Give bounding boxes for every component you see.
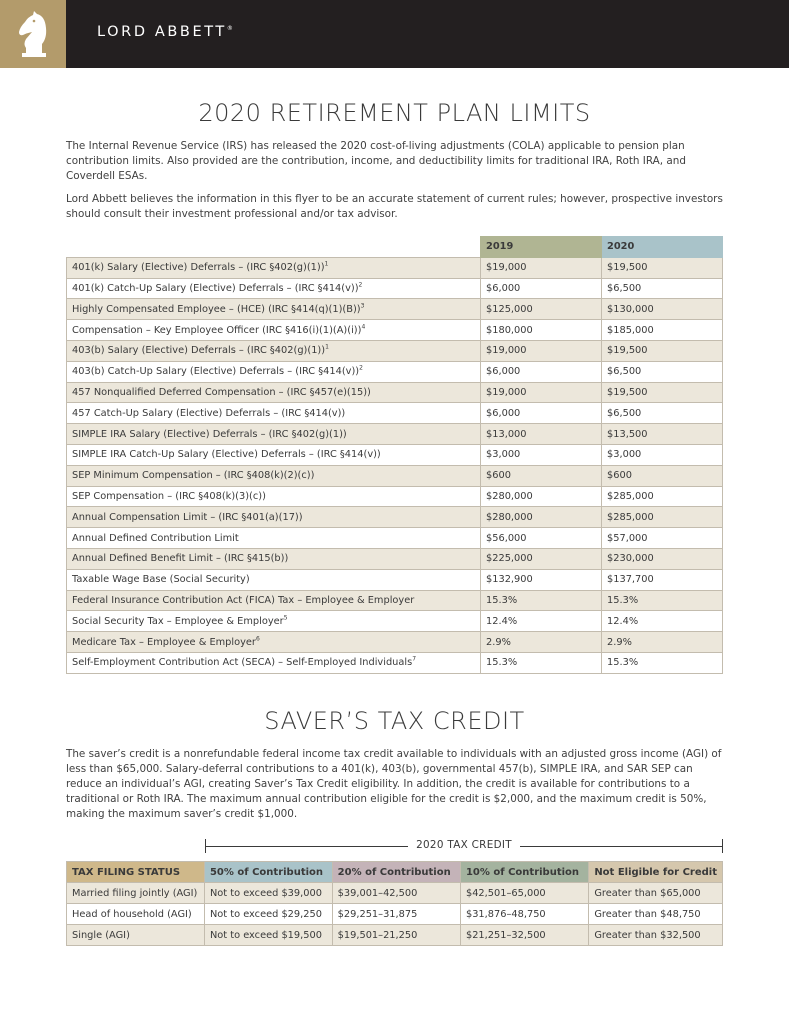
- value-2020: $137,700: [602, 569, 723, 590]
- value-2020: $13,500: [602, 424, 723, 445]
- table-row: [67, 382, 723, 403]
- table-row: [67, 444, 723, 465]
- value-2019: $6,000: [481, 278, 602, 299]
- header-20-percent: 20% of Contribution: [332, 862, 460, 883]
- logo: [0, 0, 66, 68]
- value-2020: $285,000: [602, 507, 723, 528]
- value-2019: $56,000: [481, 528, 602, 549]
- credit-50-cell: Not to exceed $19,500: [204, 925, 332, 946]
- footnote-marker: 5: [283, 614, 288, 622]
- credit-10-cell: $42,501–65,000: [460, 883, 588, 904]
- value-2020: $19,500: [602, 340, 723, 361]
- filing-status-cell: Married filing jointly (AGI): [67, 883, 205, 904]
- header-2019: 2019: [481, 237, 602, 258]
- tax-credit-label: 2020 TAX CREDIT: [408, 839, 520, 851]
- table-row: [67, 507, 723, 528]
- table-row: [67, 320, 723, 341]
- value-2020: 15.3%: [602, 652, 723, 673]
- credit-50-cell: Not to exceed $29,250: [204, 904, 332, 925]
- table-row: [67, 486, 723, 507]
- table-row: [67, 925, 723, 946]
- table-row: [67, 569, 723, 590]
- value-2019: $600: [481, 465, 602, 486]
- credit-20-cell: $19,501–21,250: [332, 925, 460, 946]
- value-2020: $6,500: [602, 361, 723, 382]
- value-2020: $57,000: [602, 528, 723, 549]
- value-2020: 15.3%: [602, 590, 723, 611]
- table-row: [67, 590, 723, 611]
- limit-label: 401(k) Catch-Up Salary (Elective) Deferrals – (IRC §414(v))$^2$: [67, 278, 481, 299]
- tax-credit-bracket: [205, 839, 723, 853]
- value-2019: $3,000: [481, 444, 602, 465]
- limit-label: Self-Employment Contribution Act (SECA) – Self-Employed Individuals$^7$: [67, 652, 481, 673]
- limit-label: Social Security Tax – Employee & Employer$^5$: [67, 611, 481, 632]
- value-2019: $13,000: [481, 424, 602, 445]
- value-2020: $285,000: [602, 486, 723, 507]
- value-2019: $180,000: [481, 320, 602, 341]
- table-row: [67, 883, 723, 904]
- header-2020: 2020: [602, 237, 723, 258]
- value-2019: $280,000: [481, 486, 602, 507]
- value-2019: $19,000: [481, 340, 602, 361]
- limit-label: SEP Minimum Compensation – (IRC §408(k)(2)(c)): [67, 465, 481, 486]
- disclaimer-paragraph: Lord Abbett believes the information in this flyer to be an accurate statement of current rules; however, prospective investors should consult their investment professional and/or tax advisor.: [66, 193, 723, 220]
- value-2019: 15.3%: [481, 652, 602, 673]
- value-2019: $125,000: [481, 299, 602, 320]
- value-2020: $600: [602, 465, 723, 486]
- value-2020: 12.4%: [602, 611, 723, 632]
- limit-label: 457 Catch-Up Salary (Elective) Deferrals – (IRC §414(v)): [67, 403, 481, 424]
- value-2020: $19,500: [602, 382, 723, 403]
- limit-label: SIMPLE IRA Catch-Up Salary (Elective) Deferrals – (IRC §414(v)): [67, 444, 481, 465]
- value-2019: $132,900: [481, 569, 602, 590]
- limit-label: 401(k) Salary (Elective) Deferrals – (IRC §402(g)(1))$^1$: [67, 257, 481, 278]
- table-row: [67, 403, 723, 424]
- table-row: [67, 299, 723, 320]
- credit-10-cell: $31,876–48,750: [460, 904, 588, 925]
- intro-paragraph: The Internal Revenue Service (IRS) has released the 2020 cost-of-living adjustments (COLA) applicable to pension plan contribution limits. Also provided are the contribution, income, and deductibility limits for traditional IRA, Roth IRA, and Coverdell ESAs.: [66, 140, 686, 182]
- limit-label: Compensation – Key Employee Officer (IRC §416(i)(1)(A)(i))$^4$: [67, 320, 481, 341]
- not-eligible-cell: Greater than $48,750: [589, 904, 723, 925]
- value-2020: $6,500: [602, 278, 723, 299]
- header-blank: [67, 237, 481, 258]
- footnote-marker: 1: [325, 344, 329, 352]
- value-2019: $19,000: [481, 257, 602, 278]
- footnote-marker: 1: [324, 260, 329, 268]
- header-filing-status: TAX FILING STATUS: [67, 862, 205, 883]
- footnote-marker: 3: [360, 302, 365, 310]
- table-row: [67, 278, 723, 299]
- table-row: [67, 548, 723, 569]
- footnote-marker: 4: [361, 323, 366, 331]
- table-row: [67, 340, 723, 361]
- limit-label: Annual Defined Contribution Limit: [67, 528, 481, 549]
- header-10-percent: 10% of Contribution: [460, 862, 588, 883]
- value-2020: $130,000: [602, 299, 723, 320]
- value-2019: $19,000: [481, 382, 602, 403]
- retirement-limits-table: [66, 236, 723, 674]
- brand-name: LORD ABBETT®: [97, 24, 236, 40]
- limit-label: Medicare Tax – Employee & Employer$^6$: [67, 632, 481, 653]
- limit-label: Highly Compensated Employee – (HCE) (IRC §414(q)(1)(B))$^3$: [67, 299, 481, 320]
- limit-label: 457 Nonqualified Deferred Compensation – (IRC §457(e)(15)): [67, 382, 481, 403]
- limit-label: SIMPLE IRA Salary (Elective) Deferrals – (IRC §402(g)(1)): [67, 424, 481, 445]
- value-2019: 2.9%: [481, 632, 602, 653]
- value-2019: $280,000: [481, 507, 602, 528]
- header-bar: [0, 0, 789, 68]
- filing-status-cell: Head of household (AGI): [67, 904, 205, 925]
- table-row: [67, 424, 723, 445]
- credit-20-cell: $29,251–31,875: [332, 904, 460, 925]
- not-eligible-cell: Greater than $32,500: [589, 925, 723, 946]
- value-2020: $3,000: [602, 444, 723, 465]
- credit-20-cell: $39,001–42,500: [332, 883, 460, 904]
- value-2020: $19,500: [602, 257, 723, 278]
- table-row: [67, 632, 723, 653]
- footnote-marker: 6: [255, 635, 260, 643]
- table-row: [67, 652, 723, 673]
- value-2019: $6,000: [481, 361, 602, 382]
- footnote-marker: 7: [412, 656, 417, 664]
- table-row: [67, 904, 723, 925]
- knight-chess-piece-icon: [14, 8, 52, 60]
- table-row: [67, 611, 723, 632]
- limit-label: Taxable Wage Base (Social Security): [67, 569, 481, 590]
- value-2019: $225,000: [481, 548, 602, 569]
- value-2020: $185,000: [602, 320, 723, 341]
- value-2020: 2.9%: [602, 632, 723, 653]
- table-row: [67, 361, 723, 382]
- page-title: 2020 RETIREMENT PLAN LIMITS: [198, 99, 591, 127]
- credit-50-cell: Not to exceed $39,000: [204, 883, 332, 904]
- not-eligible-cell: Greater than $65,000: [589, 883, 723, 904]
- filing-status-cell: Single (AGI): [67, 925, 205, 946]
- value-2020: $6,500: [602, 403, 723, 424]
- value-2019: 15.3%: [481, 590, 602, 611]
- table-row: [67, 528, 723, 549]
- limit-label: Annual Defined Benefit Limit – (IRC §415(b)): [67, 548, 481, 569]
- table-row: [67, 257, 723, 278]
- saver-credit-title: SAVER’S TAX CREDIT: [264, 707, 525, 735]
- limit-label: SEP Compensation – (IRC §408(k)(3)(c)): [67, 486, 481, 507]
- footnote-marker: 2: [359, 364, 363, 372]
- value-2019: 12.4%: [481, 611, 602, 632]
- limit-label: Federal Insurance Contribution Act (FICA) Tax – Employee & Employer: [67, 590, 481, 611]
- limit-label: 403(b) Catch-Up Salary (Elective) Deferrals – (IRC §414(v))$^2$: [67, 361, 481, 382]
- saver-credit-paragraph: The saver’s credit is a nonrefundable federal income tax credit available to individuals with an adjusted gross income (AGI) of less than $65,000. Salary-deferral contributions to a 401(k), 403(b), governmental 457(b), SIMPLE IRA, and SAR SEP can reduce an individual’s AGI, creating Saver’s Tax Credit eligibility. In addition, the credit is available for contributions to a traditional or Roth IRA. The maximum annual contribution eligible for the credit is $2,000, and the maximum credit is 50%, making the maximum saver’s credit $1,000.: [66, 748, 722, 820]
- value-2019: $6,000: [481, 403, 602, 424]
- header-50-percent: 50% of Contribution: [204, 862, 332, 883]
- table-row: [67, 465, 723, 486]
- limit-label: 403(b) Salary (Elective) Deferrals – (IRC §402(g)(1))$^1$: [67, 340, 481, 361]
- saver-credit-table: [66, 861, 723, 946]
- credit-10-cell: $21,251–32,500: [460, 925, 588, 946]
- header-not-eligible: Not Eligible for Credit: [589, 862, 723, 883]
- value-2020: $230,000: [602, 548, 723, 569]
- footnote-marker: 2: [358, 281, 363, 289]
- limit-label: Annual Compensation Limit – (IRC §401(a)(17)): [67, 507, 481, 528]
